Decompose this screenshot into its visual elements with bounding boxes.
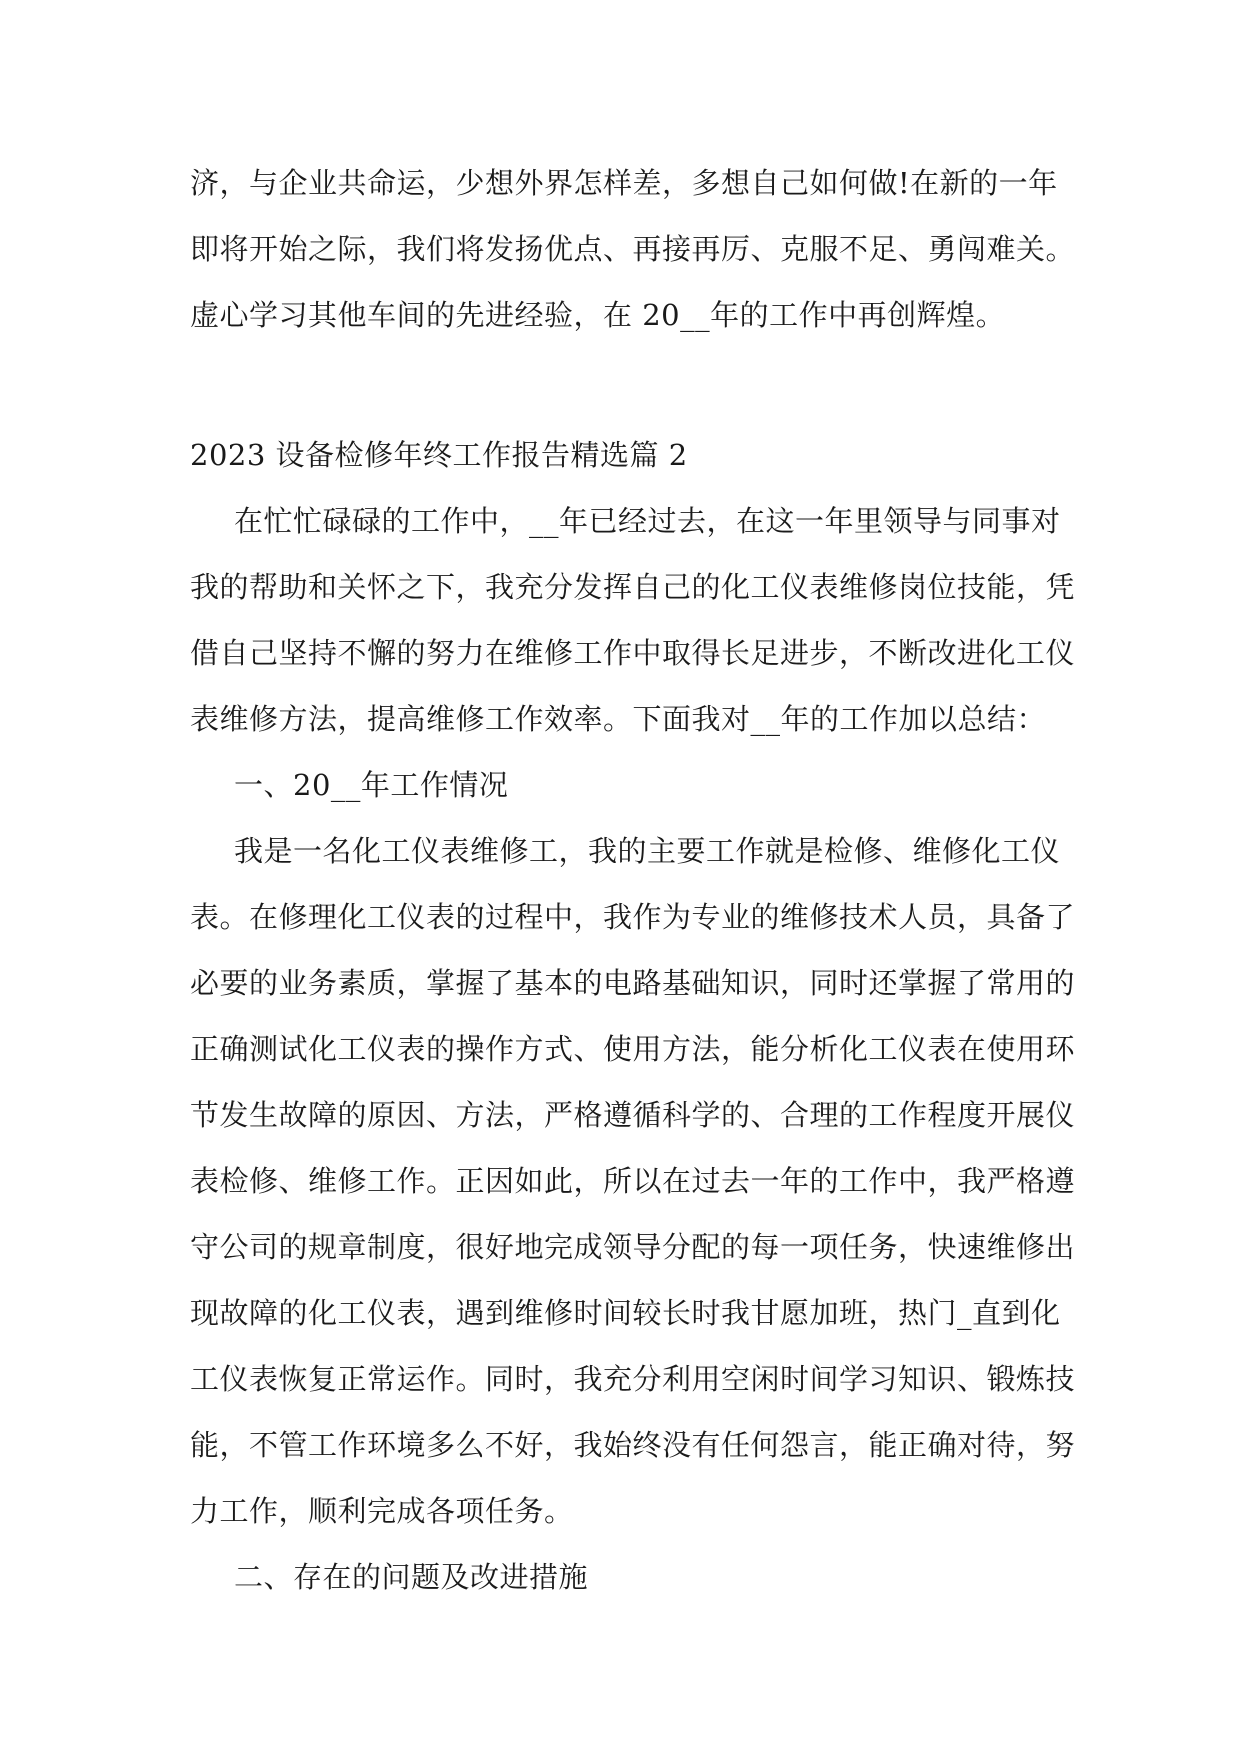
subheading-work-situation: 一、20__年工作情况: [234, 768, 509, 802]
paragraph-work-details: [190, 818, 1076, 1544]
text-line: 济，与企业共命运，少想外界怎样差，多想自己如何做!在新的一年: [190, 166, 1058, 200]
text-line: 表维修方法，提高维修工作效率。下面我对__年的工作加以总结：: [190, 702, 1047, 736]
document-body: [190, 150, 1076, 1610]
paragraph-intro: [190, 488, 1076, 752]
text-line: 我是一名化工仪表维修工，我的主要工作就是检修、维修化工仪: [234, 834, 1061, 868]
text-line: 表检修、维修工作。正因如此，所以在过去一年的工作中，我严格遵: [190, 1164, 1076, 1198]
text-line: 能，不管工作环境多么不好，我始终没有任何怨言，能正确对待，努: [190, 1428, 1076, 1462]
text-line: 借自己坚持不懈的努力在维修工作中取得长足进步，不断改进化工仪: [190, 636, 1076, 670]
paragraph-continuation: [190, 150, 1076, 348]
text-line: 工仪表恢复正常运作。同时，我充分利用空闲时间学习知识、锻炼技: [190, 1362, 1076, 1396]
text-line: 我的帮助和关怀之下，我充分发挥自己的化工仪表维修岗位技能，凭: [190, 570, 1076, 604]
paragraph-gap: [190, 348, 1060, 422]
text-line: 力工作，顺利完成各项任务。: [190, 1494, 574, 1528]
text-line: 守公司的规章制度，很好地完成领导分配的每一项任务，快速维修出: [190, 1230, 1076, 1264]
text-line: 正确测试化工仪表的操作方式、使用方法，能分析化工仪表在使用环: [190, 1032, 1076, 1066]
text-line: 虚心学习其他车间的先进经验，在 20__年的工作中再创辉煌。: [190, 298, 1006, 332]
text-line: 在忙忙碌碌的工作中，__年已经过去，在这一年里领导与同事对: [234, 504, 1061, 538]
text-line: 表。在修理化工仪表的过程中，我作为专业的维修技术人员，具备了: [190, 900, 1076, 934]
section-title: 2023 设备检修年终工作报告精选篇 2: [190, 438, 688, 472]
text-line: 现故障的化工仪表，遇到维修时间较长时我甘愿加班，热门_直到化: [190, 1296, 1061, 1330]
text-line: 节发生故障的原因、方法，严格遵循科学的、合理的工作程度开展仪: [190, 1098, 1076, 1132]
text-line: 即将开始之际，我们将发扬优点、再接再厉、克服不足、勇闯难关。: [190, 232, 1076, 266]
text-line: 必要的业务素质，掌握了基本的电路基础知识，同时还掌握了常用的: [190, 966, 1076, 1000]
subheading-problems: 二、存在的问题及改进措施: [234, 1560, 589, 1594]
